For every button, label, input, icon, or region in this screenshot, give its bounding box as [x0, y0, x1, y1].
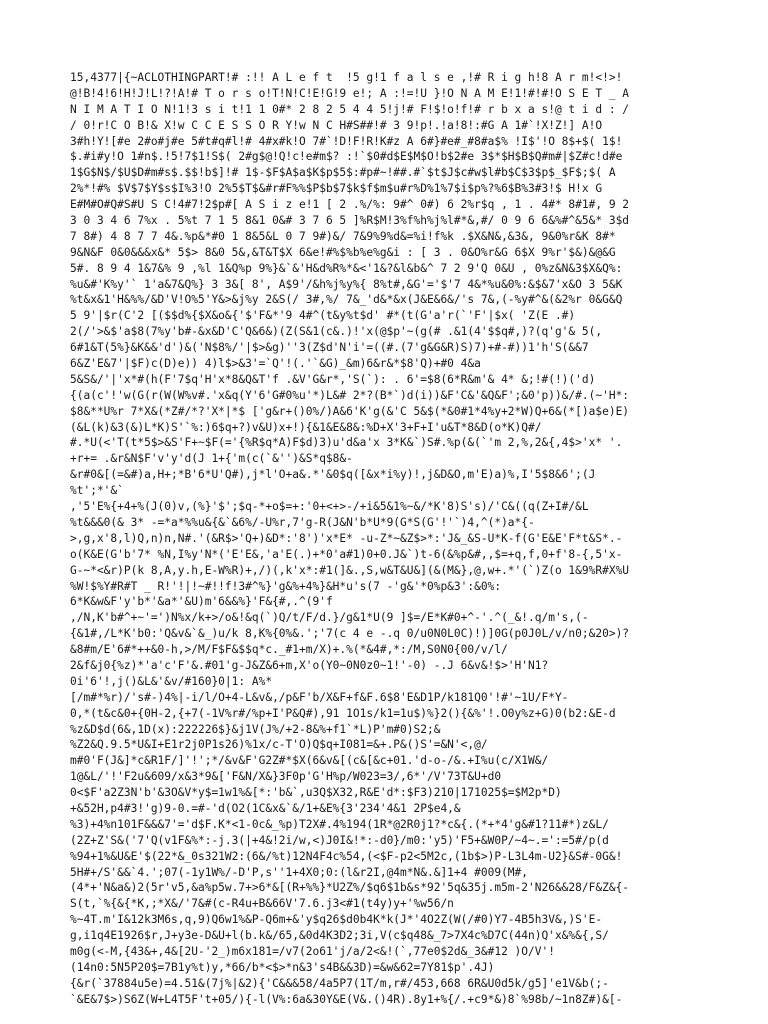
text-line: {(a(c'!'w(G(r(W(W%v#.'x&q(Y'6'G#0%u'*)L&# 2*?(B*`)d(i))&F'C&'&Q&F';&0'p))&/#.(~'H*: [70, 388, 630, 402]
text-line: 6#1&T(5%}&K&&'d')&('N$8%/'|$>&g)''3(Z$d'N'i'=((#.(7'g&G&R)S)7)+#-#))1'h'S(&&7 [70, 341, 589, 355]
text-line: G-~*<&r)P(k 8,A,y.h,E-W%R)+,/)(,k'x*:#1(]&.,S,w&T&U&](&(M&},@,w+.*'(`)Z(o 1&9%R#X%U [70, 563, 630, 577]
text-line: @!B!4!6!H!J!L!?!A!# T o r s o!T!N!C!E!G!9 e!; A :!=!U }!O N A M E!1!#!#!O S E T _ A [70, 86, 630, 100]
text-line: (4*+'N&a&)2(5r'v5,&a%p5w.7+>6*&[(R+%%}*U2Z%/$q6$1b&s*92'5q&35j.m5m-2'N26&&28/F&Z&{- [70, 881, 630, 895]
text-line: 0<$F'a2Z3N'b'&3O&V*y$=1w1%&[*:'b&`,u3Q$X32,R&E'd*:$F3)210|171025$=$M2p*D) [70, 786, 562, 800]
text-line: 15,4377|{~ACLOTHINGPART!# :!! A L e f t !5 g!1 f a l s e ,!# R i g h!8 A r m!<!>! [70, 71, 623, 84]
text-line: (14n0:5N5P20$=7B1y%t)y,*66/b*<$>*n&3's4B&&3D)=&w&62=7Y81$p'.4J) [70, 960, 495, 974]
text-line: +&52H,p4#3!'g)9-0.=#-'d(O2(1C&x&`&/1+&E%{3'234'4&1 2P$e4,& [70, 801, 461, 815]
text-line: (&L(k)&3(&)L*K)S'`%:)6$q+?)v&U)x+!){&1&E&8&:%D+X'3+F+I'u&T*8&D(o*K)Q#/ [70, 420, 542, 434]
text-line: %z&D$d(6&,1D(x):222226$}&j1V(J%/+2-8&%+f1`*L)P'm#0)S2;& [70, 722, 441, 736]
text-line: #.*U(<'T(t*5$>&S'F+~$F(='{%R$q*A)F$d)3)u'd&a'x 3*K&`)S#.%p(&(`'m 2,%,2&{,4$>'x* '. [70, 436, 623, 450]
text-line: 2%*!#% $V$7$Y$s$I%3!O 2%5$T$&#r#F%%$P$b$7$k$f$m$u#r%D%1%7$i$p%?%6$B%3#3!$ H!x G [70, 182, 603, 196]
text-line: $.#i#y!O 1#n$.!5!7$1!S$( 2#g$@!Q!c!e#m$? :!`$0#d$E$M$O!b$2#e 3$*$H$B$Q#m#|$Z#c!d#e [70, 150, 623, 164]
text-line: E#M#O#Q#S#U S C!4#7!2$p#[ A S i z e!1 [ 2 .%/%: 9#^ 0#) 6 2%r$q , 1 . 4#* 8#1#, 9 2 [70, 198, 630, 212]
binary-text-block [70, 70, 700, 1008]
text-line: >,g,x'8,l)Q,n)n,N#.'(&R$>'Q+)&D*:'8')'x*E* -u-Z*~&Z$>*:'J&_&S-U*K-f(G'E&E'F*t&S*.- [70, 531, 623, 545]
text-line: `&E&7$>)S6Z(W+L4T5F't+05/){-l(V%:6a&30Y&E(V&.()4R).8y1+%{/.+c9*&)8`%98b/~1n8Z#)&[- [70, 992, 623, 1006]
text-line: m#0'F(J&]*c&R1F/]'!';*/&v&F'G2Z#*$X(6&v&[(c&[&c+01.'d-o-/&.+I%u(c/X1W&/ [70, 754, 549, 768]
text-line: %t&&&0(& 3* -=*a*%%u&{&`&6%/-U%r,7'g-R(J&N'b*U*9(G*S(G'!'`)4,^(*)a*{- [70, 515, 535, 529]
text-line: o(K&E(G'b'7* %N,I%y'N*('E'E&,'a'E(.)+*0'a#1)0+0.J&`)t-6(&%p&#,,$=+q,f,0+f'8-{,5'x- [70, 547, 623, 561]
text-line: %t';*'&` [70, 484, 124, 498]
text-line: %~4T.m'I&12k3M6s,q,9)Q6w1%&P-Q6m+&'y$q26$d0b4K*k(J*'4O2Z(W(/#0)Y7-4B5h3V&,)S'E- [70, 913, 603, 927]
text-line: 5#. 8 9 4 1&7&% 9 ,%l 1&Q%p 9%}&`&'H&d%R%*&<'1&?&l&b&^ 7 2 9'Q 0&U , 0%z&N&3$X&Q%: [70, 261, 623, 275]
text-line: 3#h!Y![#e 2#o#j#e 5#t#q#l!# 4#x#k!O 7#`!D!F!R!K#z A 6#}#e#_#8#a$% !I$'!O 8$+$( 1$! [70, 134, 623, 148]
text-line: &r#0&[(=&#)a,H+;*B'6*U'Q#),j*l'O+a&.*'&0$q([&x*i%y)!,j&D&O,m'E)a)%,I'5$8&6';(J [70, 468, 596, 482]
text-line: N I M A T I O N!1!3 s i t!1 1 0#* 2 8 2 5 4 4 5!j!# F!$!o!f!# r b x a s!@ t i d : / [70, 102, 630, 116]
text-line: %u&#'K%y'` 1'a&7&Q%} 3 3&[ 8', A$9'/&h%j%y%{ 8%t#,&G'='$'7 4&*%u&0%:&$&7'x&O 3 5&K [70, 277, 623, 291]
text-line: $8&**U%r 7*X&(*Z#/*?'X*|*$ ['g&r+()0%/)A&6'K'g(&'C 5&$(*&0#1*4%y+2*W)Q+6&(*[)a$e)E) [70, 404, 630, 418]
text-line: m0g(<-M,{43&+,4&[2U-'2_)m6x181=/v7(2o61'j/a/2<&!(`,77e0$2d&_3&#12 )O/V'! [70, 944, 555, 958]
text-line: 6&Z'E&7'|$F)c(D)e)) 4)l$>&3'=`Q'!(.'`&G)_&m)6&r&*$8'Q)+#0 4&a [70, 357, 481, 371]
text-line: (2Z+Z'S&('7'Q(v1F&%*:-j.3(|+4&!2i/w,<)J0I&!*:-d0}/m0:'y5)'F5+&W0P/~4~.=':=5#/p(d [70, 833, 609, 847]
text-line: S(t,`%{&{*K,;*X&/'7&#(c-R4u+B&66V'7.6.j3<#1(t4y)y+'%w56/n [70, 897, 454, 911]
text-line: %3)+4%n101F&&&7'='d$F.K*<1-0c&_%p)T2X#.4%194(1R*@2R0j1?*c&{.(*+*4'g&#1?11#*)z&L/ [70, 817, 609, 831]
text-line: 2(/'>&$'a$8(7%y'b#-&x&D'C'Q&6&)(Z(S&1(c&.)!'x(@$p'~(g(# .&1(4'$$q#,)?(q'g'& 5(, [70, 325, 603, 339]
text-line: {&1#,/L*K'b0:'Q&v&`&_)u/k 8,K%{0%&.';'7(c 4 e -.q 0/u0N0L0C)!)]0G(p0J0L/v/n0;&20>)? [70, 627, 630, 641]
text-line: 5H#+/S'&&`4.';07(-1y1W%/-D'P,s''1+4X0;0:(l&r2I,@4m*N&.&]1+4 #009(M#, [70, 865, 529, 879]
text-line: 0i'6'!,j()&L&'&v/#160}0|1: A%* [70, 674, 273, 688]
text-line: ,/N,K'b#^+~'=')N%x/k+>/o&!&q(`)Q/t/F/d.}/g&1*U(9 ]$=/E*K#0+^-'.^(_&!.q/m's,(- [70, 611, 589, 625]
text-line: / 0!r!C O B!& X!w C C E S S O R Y!w N C H#S##!# 3 9!p!.!a!8!:#G A 1#`!X!Z!] A!O [70, 118, 603, 132]
text-line: {&r(`37884u5e)=4.51&(7j%|&2){'C&&&58/4a5P7(1T/m,r#/453,668 6R&U0d5k/g5]'e1V&b(;- [70, 976, 609, 990]
text-line: g,i1q4E1926$r,J+y3e-D&U+l(b.k&/65,&0d4K3D2;3i,V(c$q48&_7>7X4c%D7C(44n)Q'x&%&{,S/ [70, 929, 609, 943]
text-line: 3 0 3 4 6 7%x . 5%t 7 1 5 8&1 0&# 3 7 6 5 ]%R$M!3%f%h%j%l#*&,#/ 0 9 6 6&%#^&5&* 3$d [70, 214, 630, 228]
text-line: %94+1%&U&E'$(22*&_0s321W2:(6&/%t)12N4F4c%54,(<$F-p2<5M2c,(1b$>)P-L3L4m-U2}&S#-0G&! [70, 849, 623, 863]
text-line: 1@&L/'!'F2u&609/x&3*9&['F&N/X&}3F0p'G'H%p/W023=3/,6*'/V'73T&U+d0 [70, 770, 502, 784]
text-line: %W!$%Y#R#T _ R!'!|!~#!!f!3#^%}'g&%+4%}&H*u's(7 -'g&'*0%p&3':&0%: [70, 579, 502, 593]
text-line: 5 9'|$r(C'2 [($$d%{$X&o&{'$'F&*'9 4#^(t&y%t$d' #*(t(G'a'r(`'F'|$x( 'Z(E .#) [70, 309, 576, 323]
text-line: %t&x&1'H&%%/&D'V!O%5'Y&>&j%y 2&S(/ 3#,%/ 7&_'d&*&x(J&E&6&/'s 7&,(-%y#^&(&2%r 0&G&Q [70, 293, 623, 307]
text-line: &8#m/E'6#*++&0-h,>/M/F$F&$$q*c._#1+m/X)+.%(*&4#,*:/M,S0N0{00/v/l/ [70, 643, 508, 657]
text-line: 9&N&F 0&0&&&x&* 5$> 8&0 5&,&T&T$X 6&e!#%$%b%e%g&i : [ 3 . 0&O%r&G 6$X 9%r'$&)&@&G [70, 245, 616, 259]
text-line: 7 8#) 4 8 7 7 4&.%p&*#0 1 8&5&L 0 7 9#)&/ 7&9%9%d&=%i!f%k .$X&N&,&3&, 9&0%r&K 8#* [70, 229, 616, 243]
text-line: +r+= .&r&N$F'v'y'd(J 1+{'m(c(`&'')&S*q$8&- [70, 452, 353, 466]
text-line: ,'5'E%{+4+%(J(0)v,(%}'$';$q-*+o$=+:'0+<+>-/+i&5&1%~&/*K'8)S's)/'C&((q(Z+I#/&L [70, 500, 589, 514]
text-line: %Z2&Q.9.5*U&I+E1r2j0P1s26)%1x/c-T'O)Q$q+I081=&+.P&()S'=&N'<,@/ [70, 738, 488, 752]
text-line: 6*K&w&F'y'b*'&a*'&U)m'6&&%}'F&{#,.^(9'f [70, 595, 333, 609]
text-line: 5&S&/'|'x*#(h(F'7$q'H'x*8&Q&T'f .&V'G&r*,'S(`): . 6'=$8(6*R&m'& 4* &;!#(!)('d) [70, 372, 596, 386]
text-line: [/m#*%r)/'s#-)4%|-i/l/O+4-L&v&,/p&F'b/X&F+f&F.6$8'E&D1P/k181Q0'!#'~1U/F*Y- [70, 690, 569, 704]
text-line: 1$G$N$/$U$D#m#s$.$$!b$]!# 1$-$F$A$a$K$p$5$:#p#~!##.#`$t$J$c#w$l#b$C$3$p$_$F$;$( A [70, 166, 616, 180]
text-line: 2&f&j0{%z)*'a'c'F'&.#01'g-J&Z&6+m,X'o(Y0~0N0z0~1!'-0) -.J 6&v&!$>'H'N1? [70, 658, 549, 672]
text-line: 0,*(t&c&0+{0H-2,{+7(-1V%r#/%p+I'P&Q#),91 1O1s/k1=1u$)%}2(){&%'!.O0y%z+G)0(b2:&E-d [70, 706, 616, 720]
